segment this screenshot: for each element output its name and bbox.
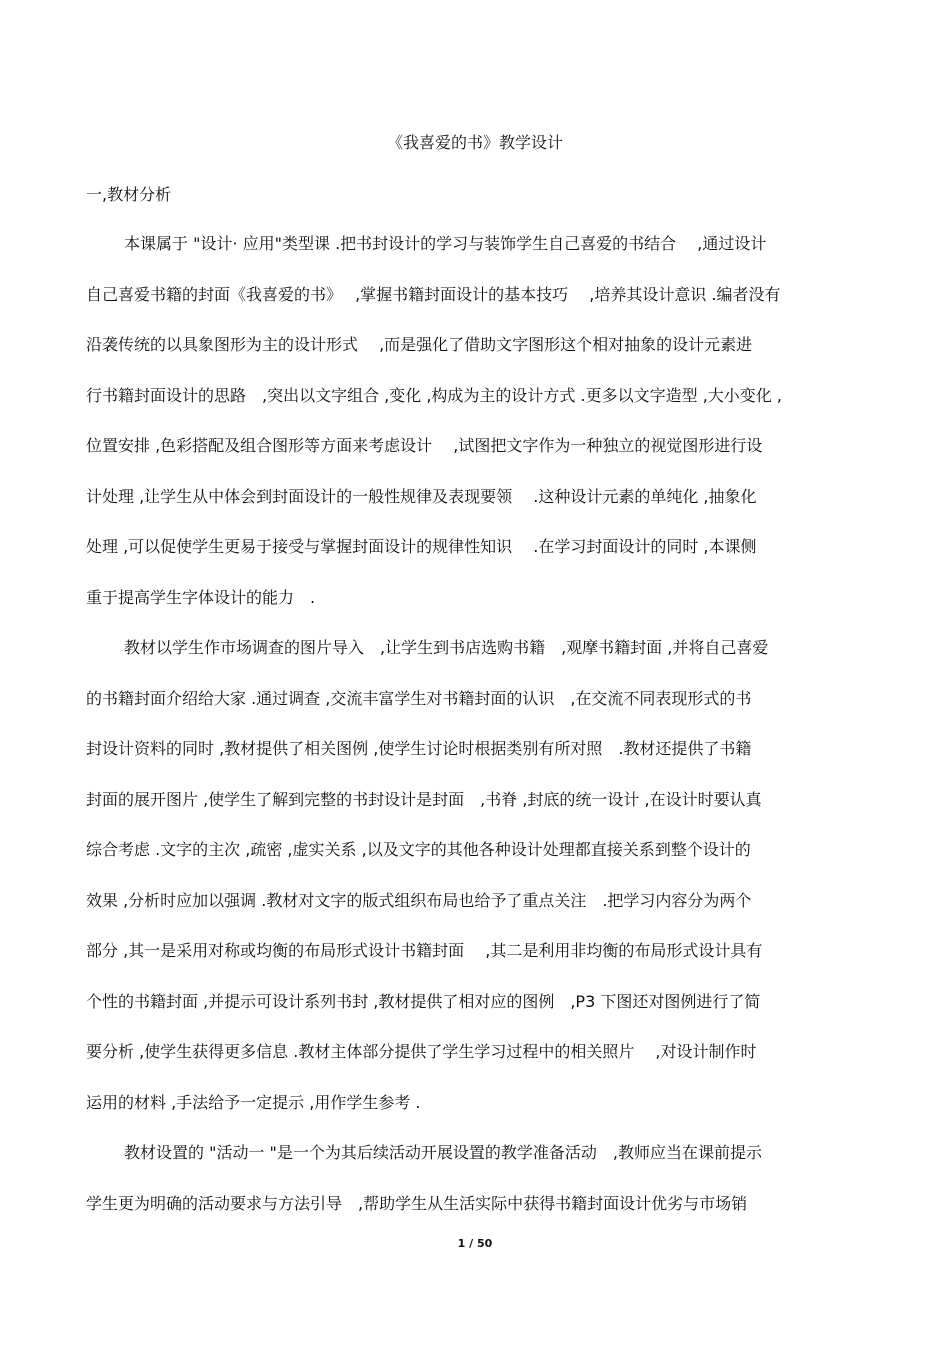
text-line: 效果 ,分析时应加以强调 .教材对文字的版式组织布局也给予了重点关注 .把学习内容分为两个 [86, 890, 752, 910]
text-line: 运用的材料 ,手法给予一定提示 ,用作学生参考 . [86, 1092, 421, 1112]
text-line: 封面的展开图片 ,使学生了解到完整的书封设计是封面 ,书脊 ,封底的统一设计 ,在设计时要认真 [86, 789, 762, 809]
page-number: 1 / 50 [457, 1237, 493, 1250]
body-text [86, 229, 876, 1239]
text-line: 计处理 ,让学生从中体会到封面设计的一般性规律及表现要领 .这种设计元素的单纯化 ,抽象化 [86, 486, 757, 506]
text-line: 教材设置的 "活动一 "是一个为其后续活动开展设置的教学准备活动 ,教师应当在课前提示 [124, 1143, 762, 1162]
text-line: 个性的书籍封面 ,并提示可设计系列书封 ,教材提供了相对应的图例 ,P3 下图还对图例进行了简 [86, 991, 761, 1011]
text-line: 本课属于 "设计· 应用"类型课 .把书封设计的学习与装饰学生自己喜爱的书结合 ,通过设计 [124, 234, 767, 253]
text-line: 综合考虑 .文字的主次 ,疏密 ,虚实关系 ,以及文字的其他各种设计处理都直接关系到整个设计的 [86, 840, 751, 859]
text-line: 自己喜爱书籍的封面《我喜爱的书》 ,掌握书籍封面设计的基本技巧 ,培养其设计意识 .编者没有 [86, 284, 781, 304]
text-line: 位置安排 ,色彩搭配及组合图形等方面来考虑设计 ,试图把文字作为一种独立的视觉图形进行设 [86, 436, 763, 455]
text-line: 要分析 ,使学生获得更多信息 .教材主体部分提供了学生学习过程中的相关照片 ,对设计制作时 [86, 1042, 757, 1061]
section-heading: 一,教材分析 [86, 185, 172, 204]
document-title: 《我喜爱的书》教学设计 [386, 133, 563, 152]
text-line: 的书籍封面介绍给大家 .通过调查 ,交流丰富学生对书籍封面的认识 ,在交流不同表现形式的书 [86, 688, 752, 708]
text-line: 处理 ,可以促使学生更易于接受与掌握封面设计的规律性知识 .在学习封面设计的同时 ,本课侧 [86, 537, 757, 556]
text-line: 部分 ,其一是采用对称或均衡的布局形式设计书籍封面 ,其二是利用非均衡的布局形式设计具有 [86, 941, 763, 960]
text-line: 学生更为明确的活动要求与方法引导 ,帮助学生从生活实际中获得书籍封面设计优劣与市场销 [86, 1193, 748, 1213]
text-line: 教材以学生作市场调查的图片导入 ,让学生到书店选购书籍 ,观摩书籍封面 ,并将自己喜爱 [124, 638, 769, 657]
text-line: 行书籍封面设计的思路 ,突出以文字组合 ,变化 ,构成为主的设计方式 .更多以文字造型 ,大小变化 , [86, 385, 782, 405]
text-line: 沿袭传统的以具象图形为主的设计形式 ,而是强化了借助文字图形这个相对抽象的设计元素进 [86, 335, 753, 354]
text-line: 重于提高学生字体设计的能力 . [86, 587, 316, 607]
text-line: 封设计资料的同时 ,教材提供了相关图例 ,使学生讨论时根据类别有所对照 .教材还提供了书籍 [86, 739, 752, 758]
